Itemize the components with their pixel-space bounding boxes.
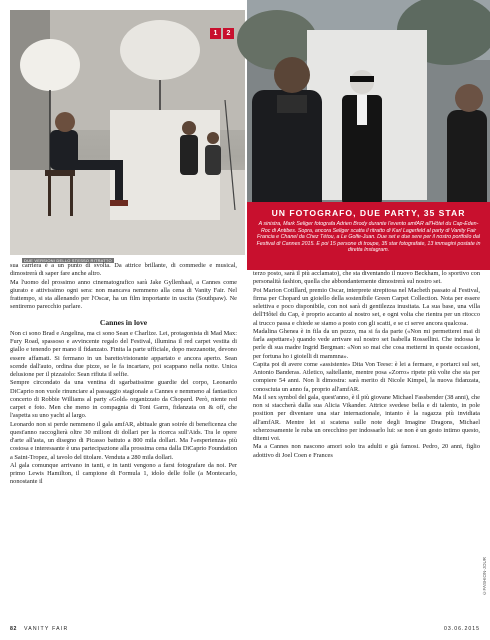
paragraph: Sempre circondato da una ventina di sgarbatissime guardie del corpo, Leonardo DiCaprio non vuole rinunciare al passaggio stagionale a Cannes e nemmeno al fantastico concerto di Robbie Williams al party «Gold» organizzato da Chopard. Però, niente red carpet e foto. Men che meno in compagnia di Toni Garrn, fidanzata on & off, che l'aspetta su uno yacht al largo. bbox=[10, 379, 237, 420]
caption-title: UN FOTOGRAFO, DUE PARTY, 35 STAR bbox=[271, 208, 466, 218]
section-heading: Cannes in love bbox=[99, 317, 148, 327]
page-footer bbox=[10, 626, 480, 636]
issue-date: 03.06.2015 bbox=[444, 626, 480, 632]
paragraph: Ma a Cannes non nascono amori solo tra adulti e già famosi. Pedro, 20 anni, figlio adottivo di Joel Coen e Frances bbox=[253, 443, 480, 459]
badge-2: 2 bbox=[223, 28, 234, 39]
badge-1: 1 bbox=[210, 28, 221, 39]
side-photo-credit: ©FASHION-JOUR bbox=[482, 557, 487, 596]
magazine-name: VANITY FAIR bbox=[24, 626, 69, 632]
paragraph: Leonardo non si perde nemmeno il gala amfAR, abituale gran soirée di beneficenza che quest'anno raccoglierà oltre 30 milioni di dollari per la ricerca sull'Aids. Tra le opere d'arte all'asta, un disegno di Picasso battuto a 800 mila dollari. Ma l'«esperienza» più costosa e interessante è una partecipazione alla prossima cena dalla DiCaprio Foundation a Saint-Tropez, al tavolo del titolare. Venduta a 280 mila dollari. bbox=[10, 420, 237, 461]
paragraph: Ma il sex symbol del gala, quest'anno, è il più giovane Michael Fassbender (38 anni), che non si staccherà dalla sua Alicia Vikander. Attrice svedese bella e di talento, in pole position per diventare una star internazionale, intanto è la ragazza più invidiata all'amfAR. Mentre lei si scatena sulle note degli Imagine Dragons, Michael scherzosamente le ruba un orecchino per indossarlo lui: se non è un gesto intimo questo, ditemi voi. bbox=[253, 393, 480, 442]
photo-scene-illustration bbox=[10, 10, 245, 255]
photo-seliger-brody bbox=[10, 10, 245, 263]
paragraph: sua carriera è a un punto di svolta. Da attrice brillante, di commedie e musical, dimostrerà di saper fare anche altro. bbox=[10, 262, 237, 278]
paragraph: terzo posto, sarà il più acclamato), che sta diventando il nuovo Beckham, lo sportivo con personalità fashion, quella che abbondantemente dimostrerà sul nostro set. bbox=[253, 270, 480, 286]
photo-credit: DUE VERSIONI DELLO STESSO RITRATTO bbox=[24, 258, 112, 263]
caption-box bbox=[247, 202, 490, 270]
paragraph: Ma l'uomo del prossimo anno cinematografico sarà Jake Gyllenhaal, a Cannes come giurato e attivissimo ogni sera: non mancava nemmeno alla cena di Vanity Fair. Nel frattempo, si sta allenando per l'Oscar, ha un film importante in uscita (Southpaw). Ne sentiremo parecchio parlare. bbox=[10, 278, 237, 311]
paragraph: Madalina Ghenea è in fila da un pezzo, ma si fa da parte («Non mi permetterei mai di farla aspettare») quando vede arrivare sul nostro set Isabella Rossellini. Che indossa le perle di sua madre Ingrid Bergman: «Non so mai che cosa metterni in queste occasioni, per fortuna ho i gioielli di mammna». bbox=[253, 327, 480, 360]
article-column-left bbox=[10, 262, 237, 487]
paragraph: Al gala comunque arrivano in tanti, e in tanti vengono a farsi fotografare da noi. Per primo Lewis Hamilton, il campione di Formula 1, idolo delle folle (a Montecarlo, nonostante il bbox=[10, 461, 237, 486]
article-column-right bbox=[253, 270, 480, 460]
paragraph: Capita poi di avere come «assistente» Dita Von Teese: è lei a fermare, e portarci sul set, Antonio Banderas. Atletico, saltellante, mentre posa «Zorro» ripete più volte che sta per compiere 54 anni. Non li dimostra: sarà merito di Nicole Kimpel, la nuova fidanzata, conosciuta un anno fa, proprio all'amfAR. bbox=[253, 360, 480, 393]
caption-body: A sinistra, Mark Seliger fotografa Adrien Brody durante l'evento amfAR all'Hôtel du Cap-Eden-Roc di Antibes. Sopra, ancora Seliger scatta il ritratto di Karl Lagerfeld al party di Vanity Fair Francia e Chanel da Chez Tétou, a Le Golfe-Juan. Due set e due sere per il nostro portfolio dal Festival di Cannes 2015. E poi 15 persone di troupe, 35 star fotografate, 13 immagini postate in diretta Instagram. bbox=[256, 221, 481, 254]
page-number: 82 bbox=[10, 626, 17, 632]
paragraph: Non ci sono Brad e Angelina, ma ci sono Sean e Charlize. Lei, protagonista di Mad Max: Fury Road, spassoso e avvincente regalo del Festival, illumina il red carpet vestita di giallo e tenendo per mano il fidanzato. Finita la parte ufficiale, dopo mezzanotte, devono essere affamati. Si fermano in un baretto/ristorante appartato e ancora aperto. Sean scende dall'auto, ordina due pizze, se le fa incartare, poi scappano nella notte. Unica delusione per il pizzaiolo: Sean rifiuta il selfie. bbox=[10, 329, 237, 378]
paragraph: Poi Marion Cotillard, premio Oscar, interprete strepitosa nel Macbeth passato al Festival, firma per Chopard un gioiello della sostenibile Green Carpet Collection. Nota per essere selettiva e poco disponibile, con noi sarà di gentilezza inusitata. La sua base, una villa dell'Hôtel du Cap, è proprio accanto al nostro set, e ogni volta che rientra per un ritocco al trucco passa e chiede se siamo a posto con gli scatti, e se ci serve ancora qualcosa. bbox=[253, 286, 480, 327]
